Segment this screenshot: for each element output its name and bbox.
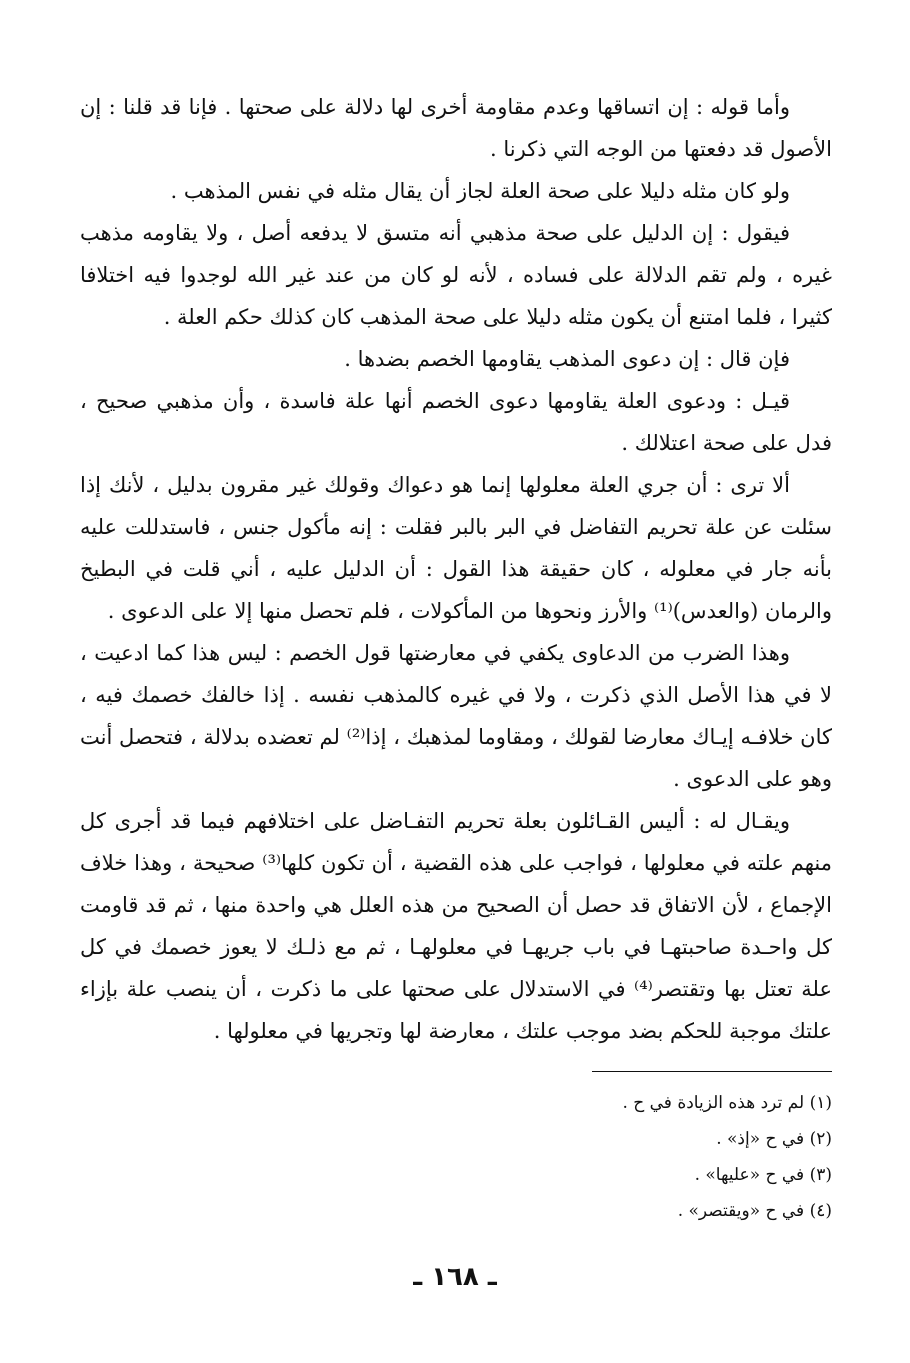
- paragraph-2: ولو كان مثله دليلا على صحة العلة لجاز أن يقال مثله في نفس المذهب .: [170, 179, 790, 203]
- paragraph-7: وهذا الضرب من الدعاوى يكفي في معارضتها قول الخصم : ليس هذا كما ادعيت ، لا في هذا الأصل الذي ذكرت ، ولا في غيره كالمذهب نفسه . إذا خالفك خصمك فيه ، كان خلافـه إيـاك معارضا لقولك ، ومقاوما لمذهبك ، إذا⁽²⁾ لم تعضده بدلالة ، فتحصل أنت وهو على الدعوى .: [80, 641, 832, 791]
- footnotes: [80, 1085, 832, 1229]
- footnote-2: (٢) في ح «إذ» .: [716, 1129, 832, 1149]
- footnote-divider: [592, 1071, 832, 1072]
- main-text: [80, 86, 832, 1052]
- paragraph-5: قيـل : ودعوى العلة يقاومها دعوى الخصم أنها علة فاسدة ، وأن مذهبي صحيح ، فدل على صحة اعتلالك .: [80, 389, 832, 455]
- footnote-1: (١) لم ترد هذه الزيادة في ح .: [622, 1093, 832, 1113]
- footnote-3: (٣) في ح «عليها» .: [694, 1165, 832, 1185]
- paragraph-1: وأما قوله : إن اتساقها وعدم مقاومة أخرى لها دلالة على صحتها . فإنا قد قلنا : إن الأصول قد دفعتها من الوجه التي ذكرنا .: [80, 95, 832, 161]
- paragraph-8: ويقـال له : أليس القـائلون بعلة تحريم التفـاضل على اختلافهم فيما قد أجرى كل منهم علته في معلولها ، فواجب على هذه القضية ، أن تكون كلها⁽³⁾ صحيحة ، وهذا خلاف الإجماع ، لأن الاتفاق قد حصل أن الصحيح من هذه العلل هي واحدة منها ، ثم قد قاومت كل واحـدة صاحبتهـا في باب جريهـا في معلولهـا ، ثم مع ذلـك لا يعوز خصمك في كل علة تعتل بها وتقتصر⁽⁴⁾ في الاستدلال على صحتها على ما ذكرت ، أن ينصب علة بإزاء علتك موجبة للحكم بضد موجب علتك ، معارضة لها وتجريها في معلولها .: [80, 809, 833, 1043]
- page-number: ـ ١٦٨ ـ: [413, 1262, 497, 1292]
- paragraph-4: فإن قال : إن دعوى المذهب يقاومها الخصم بضدها .: [344, 347, 790, 371]
- paragraph-3: فيقول : إن الدليل على صحة مذهبي أنه متسق لا يدفعه أصل ، ولا يقاومه مذهب غيره ، ولم تقم الدلالة على فساده ، لأنه لو كان من عند غير الله لوجدوا فيه اختلافا كثيرا ، فلما امتنع أن يكون مثله دليلا على صحة المذهب كان كذلك حكم العلة .: [80, 221, 832, 329]
- footnote-4: (٤) في ح «ويقتصر» .: [677, 1201, 832, 1221]
- paragraph-6: ألا ترى : أن جري العلة معلولها إنما هو دعواك وقولك غير مقرون بدليل ، لأنك إذا سئلت عن علة تحريم التفاضل في البر بالبر فقلت : إنه مأكول جنس ، فاستدللت عليه بأنه جار في معلوله ، كان حقيقة هذا القول : أن الدليل عليه ، أني قلت في البطيخ والرمان (والعدس)⁽¹⁾ والأرز ونحوها من المأكولات ، فلم تحصل منها إلا على الدعوى .: [80, 473, 832, 623]
